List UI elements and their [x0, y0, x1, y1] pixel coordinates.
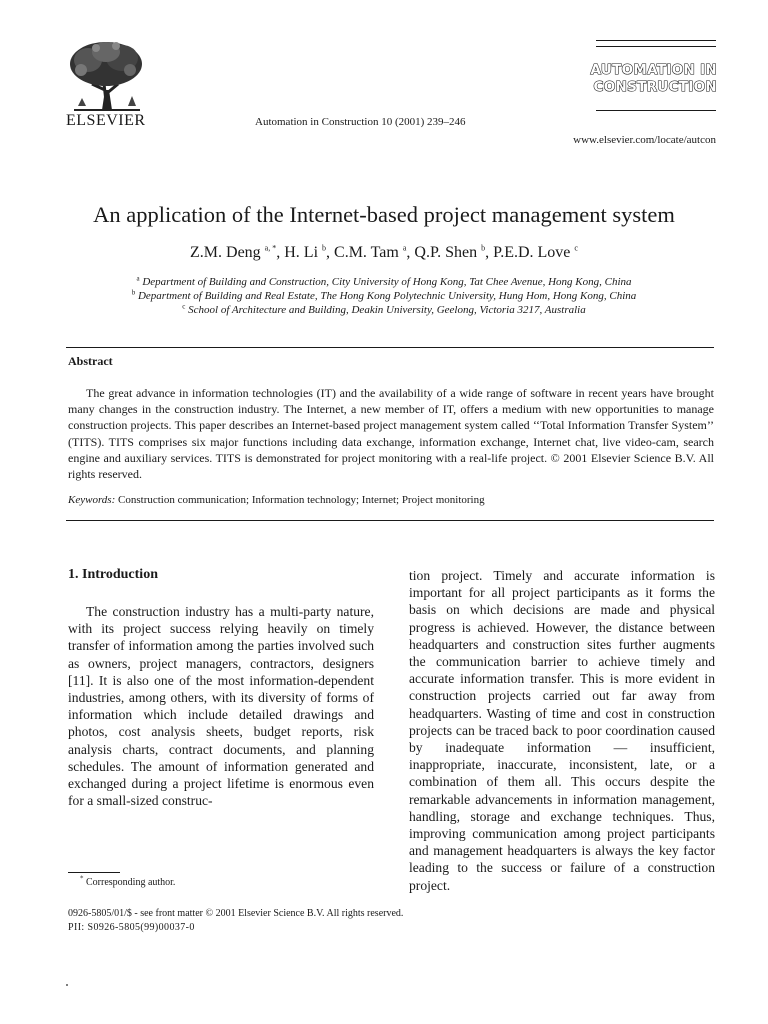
footnote — [80, 874, 176, 888]
abstract-bottom-rule — [66, 520, 714, 521]
pii-line: PII: S0926-5805(99)00037-0 — [68, 922, 195, 933]
section-heading: 1. Introduction — [68, 567, 158, 582]
author-name: P.E.D. Love — [493, 244, 571, 261]
footnote-text: Corresponding author. — [86, 877, 176, 888]
abstract-heading: Abstract — [68, 354, 113, 368]
affiliation-b — [0, 290, 768, 302]
intro-left-column: The construction industry has a multi-party nature, with its project success relying heavily on timely transfer of information among the parties involved such as owners, project managers, contractors, designers [11]. It is also one of the most information-dependent industries, among others, with its diversity of forms of information which include detailed drawings and photos, cost analysis sheets, budget reports, risk analysis charts, contract documents, and planning schedules. The amount of information generated and exchanged during a project lifetime is enormous even for a small-sized construc- — [68, 604, 374, 809]
author-separator: , — [485, 244, 494, 261]
affiliation-text: School of Architecture and Building, Deakin University, Geelong, Victoria 3217, Australia — [188, 304, 586, 316]
abstract-top-rule — [66, 347, 714, 348]
author-affiliation-mark: b — [322, 243, 327, 253]
publisher-name: ELSEVIER — [66, 112, 146, 129]
author-affiliation-mark: b — [481, 243, 486, 253]
intro-right-column: tion project. Timely and accurate information is important for all project participants as it forms the basis on which decisions are made and physical progress is achieved. However, the distance between headquarters and construction sites further augments the communication barrier to achieve timely and accurate information transfer. This is more evident in construction projects carried out far away from headquarters. Wasting of time and cost in construction projects can be traced back to poor coordination caused by inadequate information — insufficient, inappropriate, inaccurate, inconsistent, late, or a combination of them all. This occurs despite the remarkable advancements in information management, handling, storage and exchange techniques. Thus, improving communication among project participants and management headquarters is always the key factor leading to the success or failure of a construction project. — [409, 568, 715, 893]
author-name: H. Li — [284, 244, 319, 261]
affiliation-mark: b — [131, 288, 136, 297]
journal-rule-top-2 — [596, 46, 716, 47]
affiliation-c — [0, 304, 768, 316]
copyright-line: 0926-5805/01/$ - see front matter © 2001 Elsevier Science B.V. All rights reserved. — [68, 908, 404, 919]
journal-rule-bottom — [596, 110, 716, 111]
journal-title — [590, 62, 717, 96]
page-speck — [66, 984, 68, 986]
author-affiliation-mark: a — [402, 243, 407, 253]
paper-title: An application of the Internet-based project management system — [93, 202, 675, 227]
affiliation-mark: a — [136, 274, 140, 283]
author-list — [0, 244, 768, 262]
elsevier-tree-logo — [66, 40, 148, 114]
journal-title-line-1: AUTOMATION IN — [590, 62, 717, 78]
author-name: C.M. Tam — [334, 244, 399, 261]
journal-url: www.elsevier.com/locate/autcon — [573, 134, 716, 146]
affiliation-a — [0, 276, 768, 288]
author-name: Z.M. Deng — [190, 244, 261, 261]
affiliation-text: Department of Building and Real Estate, The Hong Kong Polytechnic University, Hung Hom, Hong Kong, China — [137, 290, 637, 302]
affiliation-mark: c — [182, 302, 186, 311]
journal-rule-top — [596, 40, 716, 41]
keywords — [68, 494, 485, 506]
author-separator: , — [406, 244, 415, 261]
journal-citation: Automation in Construction 10 (2001) 239–246 — [255, 116, 466, 128]
affiliation-text: Department of Building and Construction, City University of Hong Kong, Tat Chee Avenue, Hong Kong, China — [142, 276, 632, 288]
abstract-body: The great advance in information technologies (IT) and the availability of a wide range of software in recent years have brought many changes in the construction industry. The Internet, a new member of IT, offers a medium with new opportunities to manage construction projects. This paper describes an Internet-based project management system called ‘‘Total Information Transfer System’’ (TITS). TITS comprises six major functions including data exchange, information exchange, Internet chat, live video-cam, search engine and auxiliary services. TITS is demonstrated for project monitoring with a real-life project. © 2001 Elsevier Science B.V. All rights reserved. — [68, 386, 714, 482]
author-affiliation-mark: a, * — [264, 243, 277, 253]
journal-title-line-2: CONSTRUCTION — [593, 79, 717, 95]
keywords-text: Construction communication; Information technology; Internet; Project monitoring — [118, 494, 485, 506]
author-separator: , — [326, 244, 335, 261]
keywords-label: Keywords: — [68, 494, 116, 506]
author-separator: , — [276, 244, 285, 261]
author-name: Q.P. Shen — [414, 244, 478, 261]
author-affiliation-mark: c — [574, 243, 578, 253]
footnote-mark: * — [80, 874, 84, 883]
footnote-rule — [68, 872, 120, 873]
